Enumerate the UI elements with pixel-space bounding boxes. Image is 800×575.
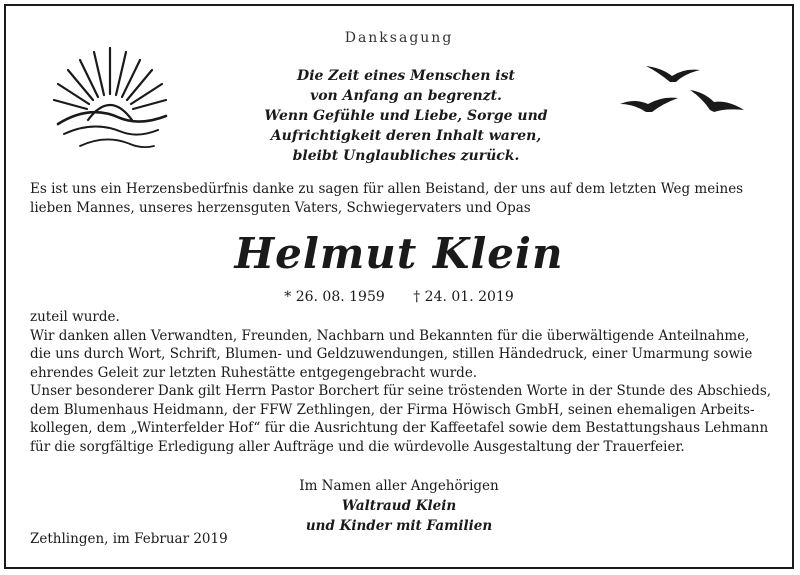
poem [246, 66, 566, 166]
intro-line: lieben Mannes, unseres herzensguten Vaters, Schwiegervaters und Opas [30, 199, 531, 216]
poem-line: bleibt Unglaubliches zurück. [292, 148, 520, 164]
intro-paragraph [30, 180, 770, 217]
body-line: zuteil wurde. [30, 309, 120, 325]
signature-name: Waltraud Klein [341, 498, 457, 514]
heading: Danksagung [344, 30, 454, 46]
body-line: kollegen, dem „Winterfelder Hof“ für die Ausrichtung der Kaffeetafel sowie dem Bestattungshaus Lehmann [30, 420, 769, 436]
place-date: Zethlingen, im Februar 2019 [30, 531, 228, 547]
obituary-card [4, 4, 794, 569]
poem-line: Aufrichtigkeit deren Inhalt waren, [270, 128, 542, 144]
body-line: für die sorgfältige Erledigung aller Aufträge und die würdevolle Ausgestaltung der Trauerfeier. [30, 438, 685, 455]
body-line: dem Blumenhaus Heidmann, der FFW Zethlingen, der Firma Höwisch GmbH, seinen ehemaligen Arbeits- [30, 401, 755, 418]
death-date: † 24. 01. 2019 [413, 289, 514, 305]
body-line: Unser besonderer Dank gilt Herrn Pastor Borchert für seine tröstenden Worte in der Stunde des Abschieds, [30, 383, 772, 399]
body-line: ehrendes Geleit zur letzten Ruhestätte entgegengebracht wurde. [30, 364, 478, 381]
sunset-over-hills-icon [50, 42, 170, 162]
poem-line: Die Zeit eines Menschen ist [297, 68, 515, 84]
life-dates [6, 289, 792, 305]
birth-date: * 26. 08. 1959 [284, 289, 385, 305]
signature-block [6, 476, 792, 536]
body-line: Wir danken allen Verwandten, Freunden, Nachbarn und Bekannten für die überwältigende Anteilnahme, [30, 327, 750, 344]
flying-birds-icon [618, 62, 748, 122]
intro-line: Es ist uns ein Herzensbedürfnis danke zu sagen für allen Beistand, der uns auf dem letzten Weg meines [30, 181, 744, 197]
signature-family: und Kinder mit Familien [305, 518, 493, 534]
poem-line: Wenn Gefühle und Liebe, Sorge und [264, 108, 548, 124]
deceased-name: Helmut Klein [234, 229, 564, 278]
poem-line: von Anfang an begrenzt. [310, 88, 502, 104]
body-line: die uns durch Wort, Schrift, Blumen- und Geldzuwendungen, stillen Händedruck, einer Umarmung sowie [30, 346, 753, 362]
signature-intro: Im Namen aller Angehörigen [299, 478, 499, 494]
body-paragraph [30, 308, 770, 456]
